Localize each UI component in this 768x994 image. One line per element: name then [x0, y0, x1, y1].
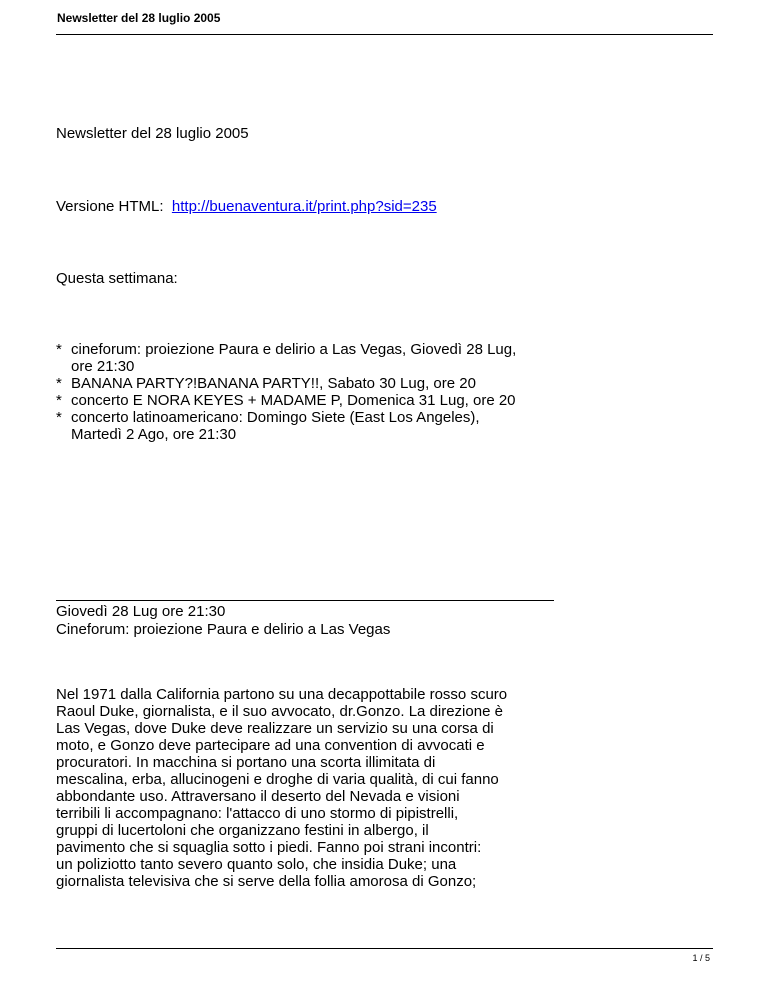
paragraph-line: mescalina, erba, allucinogeni e droghe di varia qualità, di cui fanno [56, 771, 499, 788]
paragraph-line: Nel 1971 dalla California partono su una decappottabile rosso scuro [56, 686, 508, 703]
section-separator [56, 600, 554, 601]
event-description [56, 686, 536, 890]
bullet-marker: * [56, 375, 62, 392]
paragraph-line: giornalista televisiva che si serve della follia amorosa di Gonzo; [56, 873, 477, 890]
list-item [56, 409, 516, 443]
list-item-line: Martedì 2 Ago, ore 21:30 [71, 426, 237, 443]
paragraph-line: gruppi di lucertoloni che organizzano festini in albergo, il [56, 822, 429, 839]
paragraph-line: Raoul Duke, giornalista, e il suo avvocato, dr.Gonzo. La direzione è [56, 703, 503, 720]
document-title: Newsletter del 28 luglio 2005 [56, 125, 249, 142]
paragraph-line: terribili li accompagnano: l'attacco di uno stormo di pipistrelli, [56, 805, 459, 822]
footer-rule [56, 948, 713, 949]
page-number: 1 / 5 [692, 953, 710, 963]
paragraph-line: procuratori. In macchina si portano una scorta illimitata di [56, 754, 436, 771]
paragraph-line: Las Vegas, dove Duke deve realizzare un servizio su una corsa di [56, 720, 494, 737]
html-version-line [56, 198, 437, 215]
bullet-marker: * [56, 409, 62, 426]
paragraph-line: un poliziotto tanto severo quanto solo, che insidia Duke; una [56, 856, 457, 873]
list-item-line: cineforum: proiezione Paura e delirio a Las Vegas, Giovedì 28 Lug, [71, 341, 517, 358]
event-date: Giovedì 28 Lug ore 21:30 [56, 603, 226, 620]
this-week-heading: Questa settimana: [56, 270, 178, 287]
list-item-line: BANANA PARTY?!BANANA PARTY!!, Sabato 30 Lug, ore 20 [71, 375, 476, 392]
page-header-title: Newsletter del 28 luglio 2005 [57, 11, 221, 25]
list-item [56, 375, 516, 392]
paragraph-line: moto, e Gonzo deve partecipare ad una convention di avvocati e [56, 737, 485, 754]
list-item-line: concerto latinoamericano: Domingo Siete (East Los Angeles), [71, 409, 480, 426]
header-rule [56, 34, 713, 35]
event-title: Cineforum: proiezione Paura e delirio a Las Vegas [56, 621, 391, 638]
paragraph-line: pavimento che si squaglia sotto i piedi. Fanno poi strani incontri: [56, 839, 482, 856]
list-item [56, 392, 516, 409]
list-item-line: concerto E NORA KEYES + MADAME P, Domenica 31 Lug, ore 20 [71, 392, 516, 409]
bullet-marker: * [56, 392, 62, 409]
bullet-marker: * [56, 341, 62, 358]
html-version-label: Versione HTML: [56, 198, 164, 215]
list-item-line: ore 21:30 [71, 358, 135, 375]
paragraph-line: abbondante uso. Attraversano il deserto del Nevada e visioni [56, 788, 460, 805]
html-version-link[interactable]: http://buenaventura.it/print.php?sid=235 [171, 198, 437, 215]
events-list [56, 341, 516, 443]
list-item [56, 341, 516, 375]
